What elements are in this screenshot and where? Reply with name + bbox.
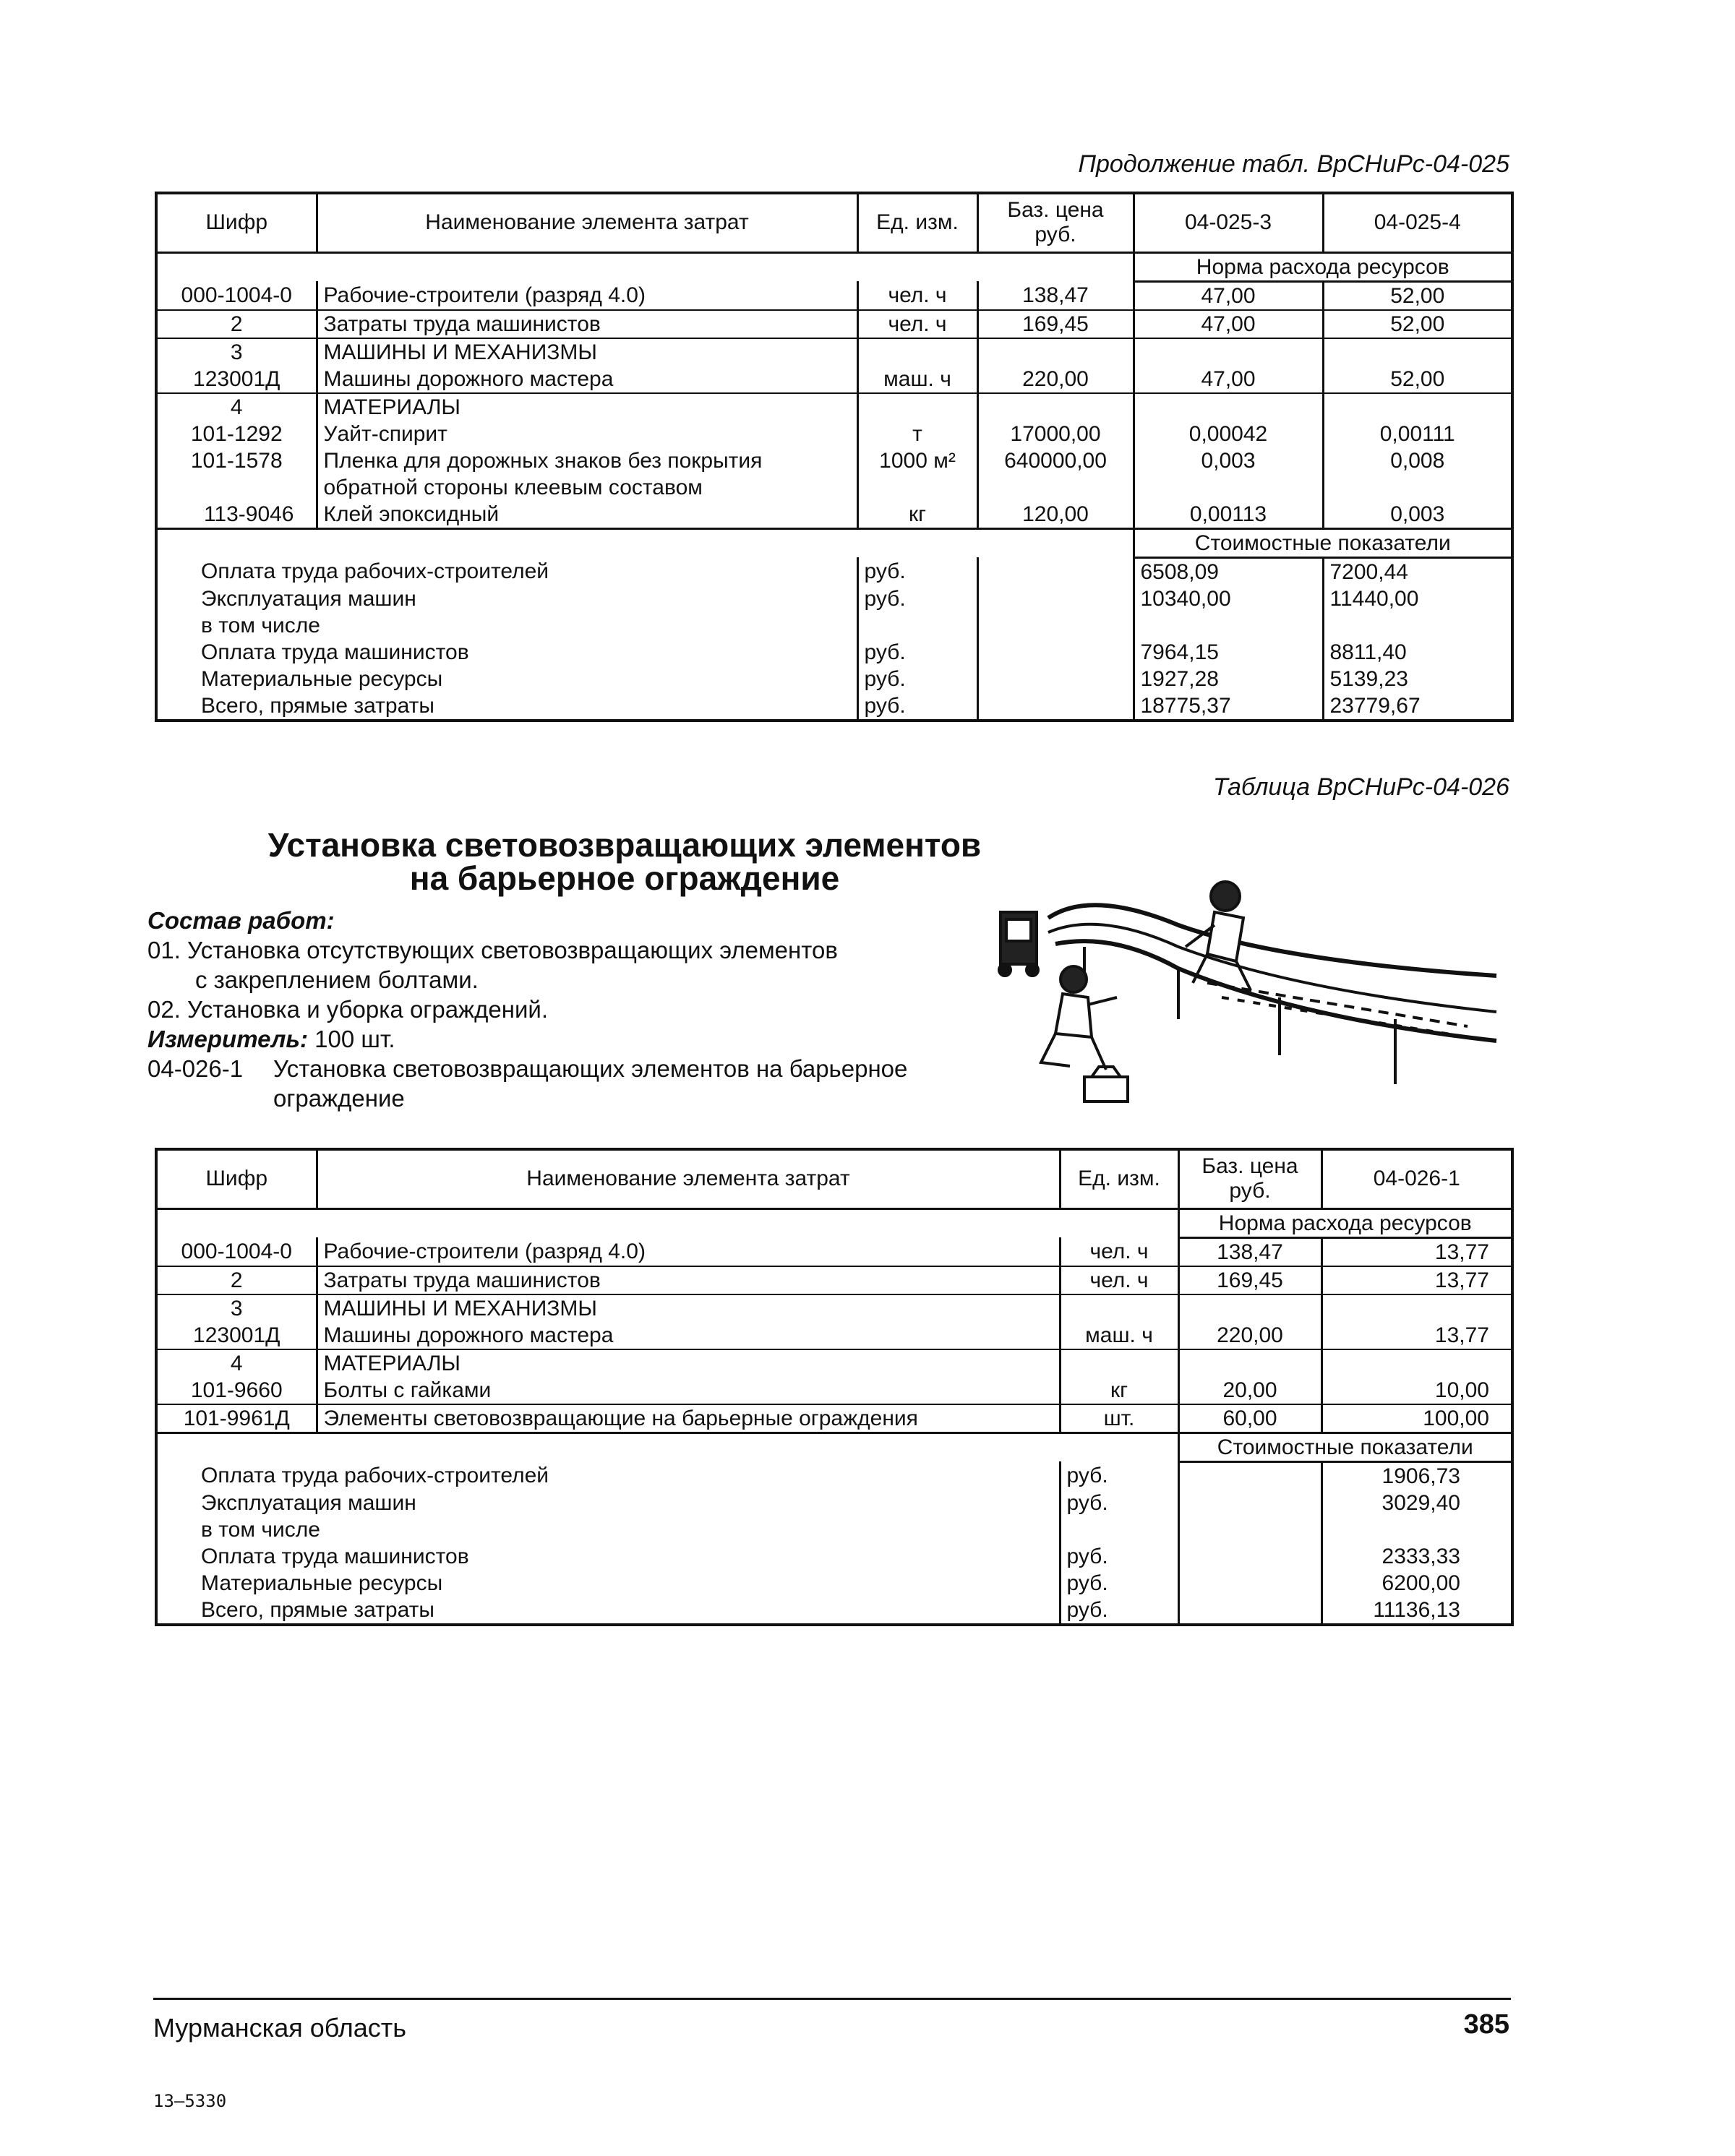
summary-row: Всего, прямые затраты руб. 18775,37 23779,67 — [156, 692, 1512, 721]
summary-row: Оплата труда рабочих-строителей руб. 6508,09 7200,44 — [156, 557, 1512, 585]
table2-caption: Таблица ВрСНиРс-04-026 — [1212, 773, 1509, 801]
summary-row: Оплата труда машинистов руб. 7964,15 8811,40 — [156, 639, 1512, 666]
header-code: Шифр — [156, 193, 317, 252]
table-row: 3 МАШИНЫ И МЕХАНИЗМЫ — [156, 1294, 1512, 1322]
footer-region: Мурманская область — [153, 2013, 407, 2043]
norm-label: Норма расхода ресурсов — [1178, 1208, 1512, 1237]
table-row: 113-9046 Клей эпоксидный кг 120,00 0,00113 0,003 — [156, 501, 1512, 529]
section-title — [155, 828, 1094, 895]
header-unit: Ед. изм. — [857, 193, 977, 252]
page-number: 385 — [1463, 2009, 1509, 2040]
summary-row: в том числе — [156, 612, 1512, 639]
summary-row: Всего, прямые затраты руб. 11136,13 — [156, 1597, 1512, 1625]
table-row: 123001Д Машины дорожного мастера маш. ч 220,00 13,77 — [156, 1322, 1512, 1349]
cost-label: Стоимостные показатели — [1134, 528, 1512, 557]
header-col-04-025-3: 04-025-3 — [1134, 193, 1323, 252]
summary-row: Оплата труда машинистов руб. 2333,33 — [156, 1543, 1512, 1570]
table-row: 000-1004-0 Рабочие-строители (разряд 4.0) чел. ч 138,47 13,77 — [156, 1237, 1512, 1266]
table-row: 101-1292 Уайт-спирит т 17000,00 0,00042 0,00111 — [156, 421, 1512, 447]
item-line — [147, 1054, 943, 1113]
section-title-line2: на барьерное ограждение — [409, 859, 840, 897]
table-row: 3 МАШИНЫ И МЕХАНИЗМЫ — [156, 338, 1512, 366]
table-row: обратной стороны клеевым составом — [156, 474, 1512, 501]
summary-row: в том числе — [156, 1516, 1512, 1543]
header-price: Баз. цена руб. — [977, 193, 1134, 252]
norm-label: Норма расхода ресурсов — [1134, 252, 1512, 281]
header-col-04-026-1: 04-026-1 — [1321, 1149, 1512, 1208]
print-code: 13—5330 — [153, 2091, 227, 2111]
work-item-01: 01. Установка отсутствующих световозвращающих элементов — [147, 937, 838, 963]
header-code: Шифр — [156, 1149, 317, 1208]
header-unit: Ед. изм. — [1060, 1149, 1178, 1208]
summary-row: Эксплуатация машин руб. 10340,00 11440,00 — [156, 585, 1512, 612]
footer-divider — [153, 1998, 1511, 2000]
header-col-04-025-4: 04-025-4 — [1323, 193, 1512, 252]
workers-illustration — [990, 875, 1511, 1128]
item-text: Установка световозвращающих элементов на барьерное ограждение — [273, 1055, 908, 1112]
table-04-025 — [155, 192, 1514, 722]
summary-row: Материальные ресурсы руб. 1927,28 5139,23 — [156, 666, 1512, 692]
works-block — [147, 906, 943, 1113]
header-price: Баз. цена руб. — [1178, 1149, 1321, 1208]
work-item-02: 02. Установка и уборка ограждений. — [147, 996, 548, 1023]
table1-caption: Продолжение табл. ВрСНиРс-04-025 — [1078, 150, 1509, 178]
table-row: 123001Д Машины дорожного мастера маш. ч 220,00 47,00 52,00 — [156, 366, 1512, 393]
section-title-line1: Установка световозвращающих элементов — [267, 826, 982, 864]
table-row: 2 Затраты труда машинистов чел. ч 169,45 47,00 52,00 — [156, 310, 1512, 338]
summary-row: Материальные ресурсы руб. 6200,00 — [156, 1570, 1512, 1597]
cost-label: Стоимостные показатели — [1178, 1433, 1512, 1461]
measure-label: Измеритель: — [147, 1026, 308, 1052]
measure-line — [147, 1024, 943, 1054]
table-row: 101-9961Д Элементы световозвращающие на барьерные ограждения шт. 60,00 100,00 — [156, 1404, 1512, 1433]
table-row: 101-9660 Болты с гайками кг 20,00 10,00 — [156, 1377, 1512, 1404]
table-04-026 — [155, 1148, 1514, 1626]
table-row: 2 Затраты труда машинистов чел. ч 169,45 13,77 — [156, 1266, 1512, 1294]
works-label: Состав работ: — [147, 907, 335, 934]
item-code: 04-026-1 — [147, 1055, 244, 1082]
work-item-01-cont: с закреплением болтами. — [195, 966, 479, 993]
summary-row: Оплата труда рабочих-строителей руб. 1906,73 — [156, 1461, 1512, 1490]
table-row: 4 МАТЕРИАЛЫ — [156, 1349, 1512, 1377]
header-name: Наименование элемента затрат — [317, 1149, 1060, 1208]
table-row: 000-1004-0 Рабочие-строители (разряд 4.0) чел. ч 138,47 47,00 52,00 — [156, 281, 1512, 310]
measure-value: 100 шт. — [314, 1026, 395, 1052]
table-row: 4 МАТЕРИАЛЫ — [156, 393, 1512, 421]
summary-row: Эксплуатация машин руб. 3029,40 — [156, 1490, 1512, 1516]
header-name: Наименование элемента затрат — [317, 193, 857, 252]
table-row: 101-1578 Пленка для дорожных знаков без покрытия 1000 м² 640000,00 0,003 0,008 — [156, 447, 1512, 474]
